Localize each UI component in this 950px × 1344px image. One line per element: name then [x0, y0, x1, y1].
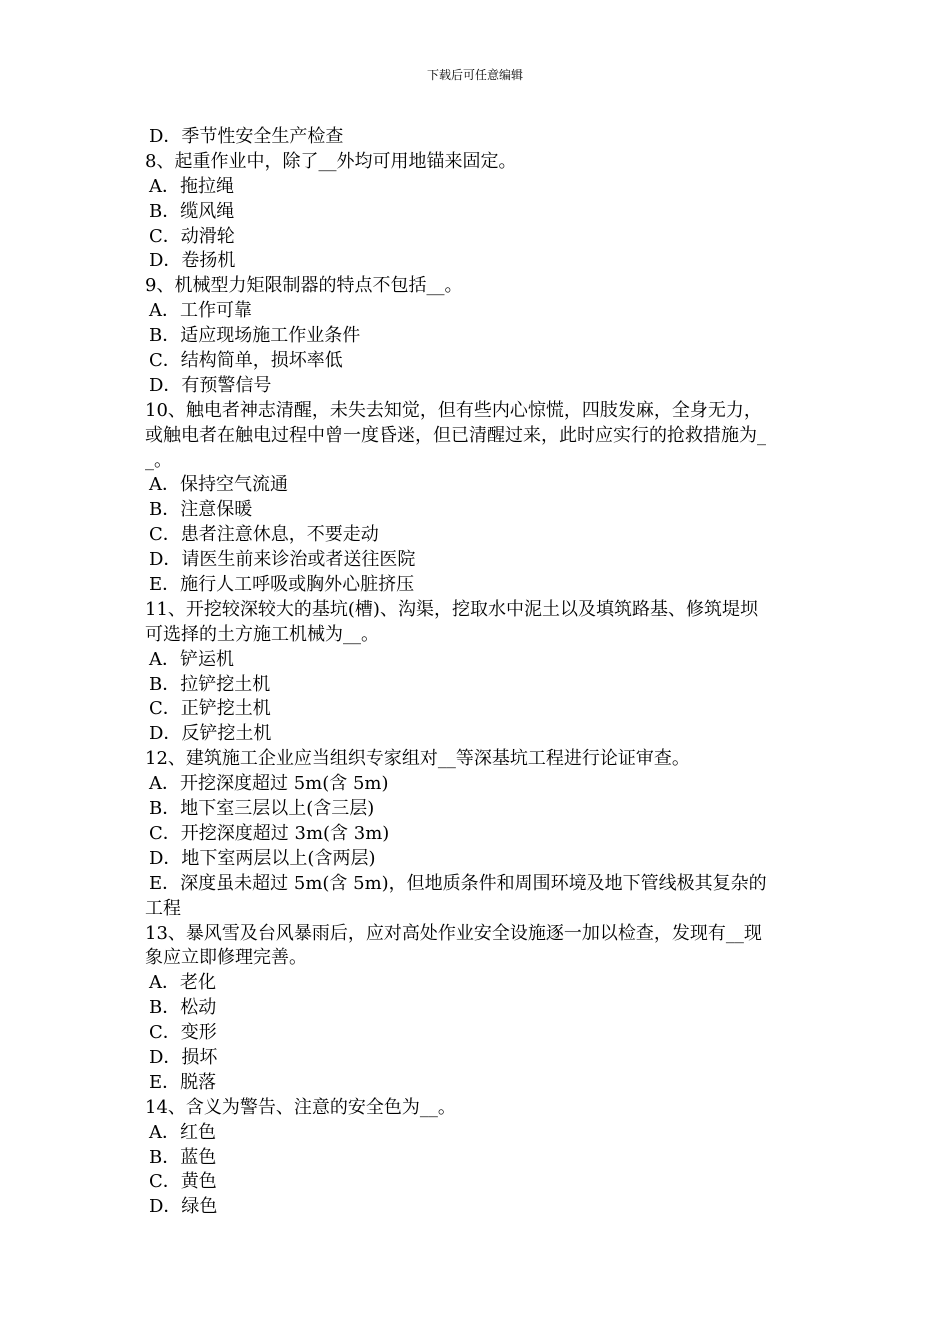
answer-option: B．注意保暖: [149, 499, 253, 521]
answer-option: A．铲运机: [149, 648, 234, 670]
answer-option: A．保持空气流通: [149, 474, 288, 496]
answer-option: B．适应现场施工作业条件: [149, 325, 361, 347]
answer-option: E．施行人工呼吸或胸外心脏挤压: [149, 574, 415, 596]
page-header: 下载后可任意编辑: [426, 68, 523, 82]
answer-option: D．地下室两层以上(含两层): [149, 847, 376, 869]
question-text: 14、含义为警告、注意的安全色为__。: [145, 1096, 456, 1118]
answer-option: A．工作可靠: [149, 300, 252, 322]
question-text: 工程: [145, 897, 181, 919]
answer-option: C．结构简单，损坏率低: [149, 350, 343, 372]
answer-option: D．请医生前来诊治或者送往医院: [149, 549, 416, 571]
question-text: 可选择的土方施工机械为__。: [145, 623, 379, 645]
document-body: [145, 125, 813, 1220]
answer-option: C．正铲挖土机: [149, 698, 271, 720]
answer-option: D．绿色: [149, 1196, 218, 1218]
answer-option: B．松动: [149, 997, 217, 1019]
answer-option: B．缆风绳: [149, 200, 235, 222]
answer-option: B．拉铲挖土机: [149, 673, 271, 695]
answer-option: D．季节性安全生产检查: [149, 126, 344, 147]
answer-option: C．变形: [149, 1022, 217, 1044]
question-text: 12、建筑施工企业应当组织专家组对__等深基坑工程进行论证审查。: [145, 748, 690, 770]
answer-option: C．开挖深度超过 3m(含 3m): [149, 822, 390, 844]
answer-option: A．开挖深度超过 5m(含 5m): [149, 773, 389, 795]
answer-option: A．红色: [149, 1121, 216, 1143]
answer-option: D．有预警信号: [149, 374, 272, 396]
answer-option: B．地下室三层以上(含三层): [149, 798, 375, 820]
answer-option: E．深度虽未超过 5m(含 5m)，但地质条件和周围环境及地下管线极其复杂的: [149, 872, 767, 894]
question-text: 11、开挖较深较大的基坑(槽)、沟渠，挖取水中泥土以及填筑路基、修筑堤坝: [145, 598, 758, 620]
question-text: 8、起重作业中，除了__外均可用地锚来固定。: [145, 150, 517, 172]
answer-option: E．脱落: [149, 1071, 217, 1093]
question-text: _。: [145, 449, 172, 471]
answer-option: C．黄色: [149, 1171, 217, 1193]
question-text: 象应立即修理完善。: [145, 947, 307, 969]
question-text: 或触电者在触电过程中曾一度昏迷，但已清醒过来，此时应实行的抢救措施为_: [145, 424, 766, 446]
answer-option: A．老化: [149, 972, 216, 994]
answer-option: C．动滑轮: [149, 225, 235, 247]
answer-option: A．拖拉绳: [149, 175, 234, 197]
answer-option: B．蓝色: [149, 1146, 217, 1168]
answer-option: C．患者注意休息，不要走动: [149, 524, 379, 546]
question-text: 10、触电者神志清醒，未失去知觉，但有些内心惊慌，四肢发麻，全身无力，: [145, 399, 762, 421]
answer-option: D．卷扬机: [149, 250, 236, 272]
question-text: 13、暴风雪及台风暴雨后，应对高处作业安全设施逐一加以检查，发现有__现: [145, 922, 762, 944]
question-text: 9、机械型力矩限制器的特点不包括__。: [145, 275, 463, 297]
answer-option: D．反铲挖土机: [149, 723, 272, 745]
answer-option: D．损坏: [149, 1046, 218, 1068]
